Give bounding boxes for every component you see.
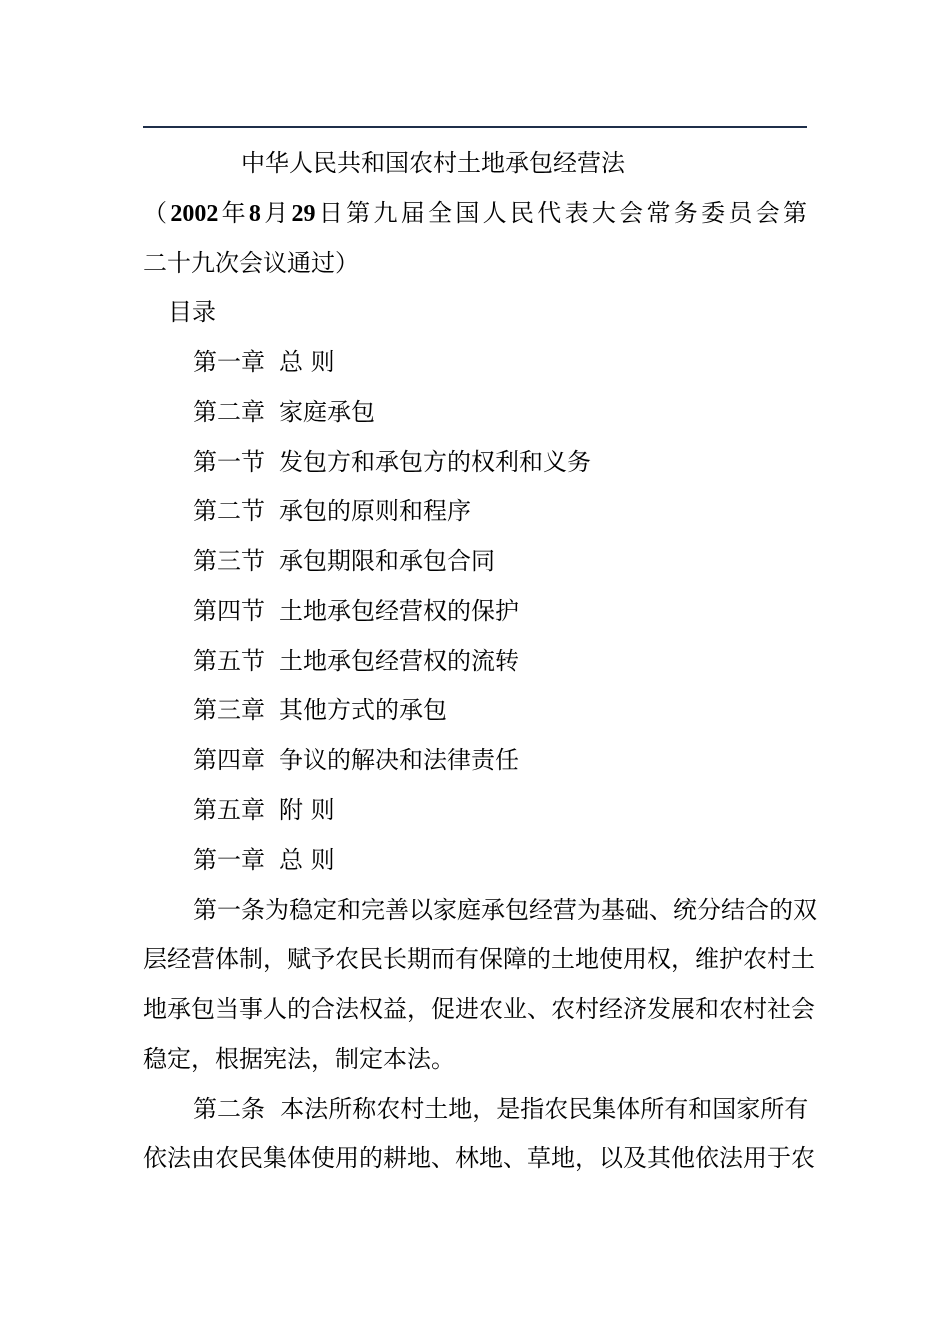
subtitle-rest: 日第九届全国人民代表大会常务委员会第 (315, 199, 808, 227)
article-1-line: 第一条为稳定和完善以家庭承包经营为基础、统分结合的双 (193, 896, 817, 924)
toc-item-label: 第五节 (193, 647, 265, 675)
header-rule (143, 126, 807, 128)
document-title: 中华人民共和国农村土地承包经营法 (241, 149, 625, 177)
subtitle-day: 29 (291, 201, 316, 227)
toc-heading: 目录 (168, 298, 216, 326)
article-2-line: 第二条 本法所称农村土地，是指农民集体所有和国家所有 (193, 1095, 809, 1123)
toc-item-text: 争议的解决和法律责任 (279, 746, 519, 774)
subtitle-month: 8 (248, 201, 261, 227)
article-2-line: 依法由农民集体使用的耕地、林地、草地，以及其他依法用于农 (143, 1144, 815, 1172)
subtitle-line-1 (143, 198, 807, 229)
toc-item-label: 第二章 (193, 398, 265, 426)
article-1-line: 层经营体制，赋予农民长期而有保障的土地使用权，维护农村土 (143, 945, 815, 973)
toc-item-label: 第三章 (193, 696, 265, 724)
toc-item-text: 发包方和承包方的权利和义务 (279, 448, 591, 476)
toc-item-text: 总 则 (279, 348, 335, 376)
toc-item (193, 795, 335, 825)
toc-item (193, 646, 519, 676)
toc-item-text: 家庭承包 (279, 398, 375, 426)
toc-item-text: 承包期限和承包合同 (279, 547, 495, 575)
toc-item-label: 第三节 (193, 547, 265, 575)
toc-item (193, 496, 471, 526)
article-1-line: 地承包当事人的合法权益，促进农业、农村经济发展和农村社会 (143, 995, 815, 1023)
subtitle-line-2: 二十九次会议通过） (143, 249, 359, 277)
toc-item (193, 596, 519, 626)
chapter-heading (193, 845, 335, 875)
toc-item-label: 第四章 (193, 746, 265, 774)
article-1-line: 稳定，根据宪法，制定本法。 (143, 1045, 455, 1073)
toc-item-label: 第四节 (193, 597, 265, 625)
toc-item-text: 其他方式的承包 (279, 696, 447, 724)
chapter-text: 总 则 (279, 846, 335, 874)
toc-item-text: 土地承包经营权的保护 (279, 597, 519, 625)
toc-item-text: 承包的原则和程序 (279, 497, 471, 525)
toc-item (193, 397, 375, 427)
subtitle-month-unit: 月 (260, 199, 292, 227)
toc-item-label: 第二节 (193, 497, 265, 525)
toc-item-label: 第一节 (193, 448, 265, 476)
toc-item (193, 447, 591, 477)
toc-item-label: 第五章 (193, 796, 265, 824)
toc-item (193, 546, 495, 576)
chapter-label: 第一章 (193, 846, 265, 874)
toc-item (193, 695, 447, 725)
subtitle-year-unit: 年 (218, 199, 249, 227)
toc-item-text: 土地承包经营权的流转 (279, 647, 519, 675)
subtitle-year: 2002 (170, 201, 219, 227)
toc-item-text: 附 则 (279, 796, 335, 824)
toc-item (193, 745, 519, 775)
toc-item (193, 347, 335, 377)
subtitle-open-paren: （ (143, 199, 171, 227)
toc-item-label: 第一章 (193, 348, 265, 376)
